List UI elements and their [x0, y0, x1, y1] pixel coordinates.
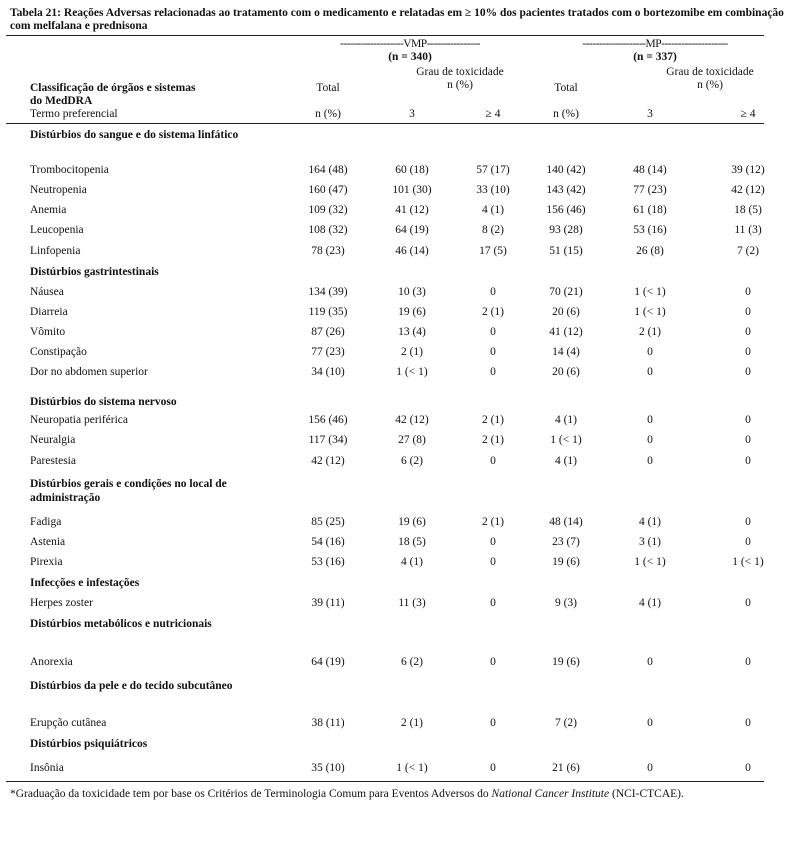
mp-grade-title: Grau de toxicidade: [666, 66, 754, 78]
row-value: 34 (10): [311, 366, 345, 378]
row-value: 8 (2): [481, 224, 505, 236]
row-term: Náusea: [30, 286, 64, 298]
row-value: 61 (18): [633, 204, 667, 216]
row-value: 1 (< 1): [550, 434, 582, 446]
row-value: 78 (23): [311, 245, 345, 257]
table-row: [0, 224, 800, 239]
table-row: [0, 346, 800, 361]
class-label: [30, 82, 195, 108]
section-title: Distúrbios gerais e condições no local de administração: [30, 478, 227, 504]
row-value: 53 (16): [311, 556, 345, 568]
vmp-grade-header: [400, 66, 520, 92]
row-term: Dor no abdomen superior: [30, 366, 148, 378]
row-value: 0: [490, 286, 496, 298]
row-value: 156 (46): [308, 414, 348, 426]
row-value: 0: [745, 306, 751, 318]
mp-grade-unit: n (%): [697, 79, 723, 91]
row-term: Diarreia: [30, 306, 68, 318]
row-value: 0: [745, 536, 751, 548]
row-value: 0: [745, 597, 751, 609]
row-term: Parestesia: [30, 455, 76, 467]
row-value: 2 (1): [400, 346, 424, 358]
row-value: 0: [745, 455, 751, 467]
row-value: 0: [490, 556, 496, 568]
table-top-rule: [6, 35, 764, 36]
row-value: 0: [647, 346, 653, 358]
row-value: 54 (16): [311, 536, 345, 548]
row-term: Neutropenia: [30, 184, 87, 196]
row-value: 1 (< 1): [634, 556, 666, 568]
table-row: [0, 455, 800, 470]
table-row: [0, 326, 800, 341]
vmp-group-label: -------------------VMP----------------: [340, 38, 480, 50]
row-value: 11 (3): [398, 597, 426, 609]
row-value: 2 (1): [481, 516, 505, 528]
row-value: 57 (17): [476, 164, 510, 176]
row-term: Insônia: [30, 762, 64, 774]
row-value: 1 (< 1): [396, 762, 428, 774]
row-value: 4 (1): [400, 556, 424, 568]
row-term: Erupção cutânea: [30, 717, 107, 729]
table-row: [0, 184, 800, 199]
row-term: Pirexia: [30, 556, 63, 568]
table-bottom-rule: [6, 781, 764, 782]
table-row: [0, 536, 800, 551]
mp-npct-header: n (%): [553, 108, 579, 120]
row-value: 101 (30): [392, 184, 432, 196]
row-value: 48 (14): [549, 516, 583, 528]
table-row: [0, 762, 800, 777]
row-term: Neuralgia: [30, 434, 76, 446]
row-term: Linfopenia: [30, 245, 81, 257]
section-title: Distúrbios metabólicos e nutricionais: [30, 618, 212, 630]
section-title: Distúrbios da pele e do tecido subcutâneo: [30, 680, 233, 692]
row-value: 0: [745, 516, 751, 528]
row-value: 93 (28): [549, 224, 583, 236]
mp-grade4-header: ≥ 4: [740, 108, 756, 120]
row-value: 64 (19): [311, 656, 345, 668]
table-row: [0, 306, 800, 321]
row-value: 46 (14): [395, 245, 429, 257]
table-row: [0, 414, 800, 429]
row-value: 33 (10): [476, 184, 510, 196]
row-value: 42 (12): [731, 184, 765, 196]
header-rule: [6, 123, 764, 124]
row-value: 2 (1): [481, 306, 505, 318]
row-value: 41 (12): [395, 204, 429, 216]
row-value: 6 (2): [400, 455, 424, 467]
row-value: 0: [745, 286, 751, 298]
row-value: 0: [490, 762, 496, 774]
section-title: Distúrbios psiquiátricos: [30, 738, 148, 750]
table-row: [0, 434, 800, 449]
row-value: 39 (11): [311, 597, 345, 609]
row-value: 7 (2): [554, 717, 578, 729]
vmp-grade4-header: ≥ 4: [485, 108, 501, 120]
row-value: 0: [490, 656, 496, 668]
row-value: 4 (1): [638, 597, 662, 609]
row-term: Leucopenia: [30, 224, 84, 236]
row-value: 0: [745, 434, 751, 446]
pref-term-label: Termo preferencial: [30, 108, 118, 120]
table-row: [0, 656, 800, 671]
row-value: 17 (5): [479, 245, 507, 257]
row-value: 0: [647, 717, 653, 729]
vmp-group-header: [300, 38, 520, 64]
row-term: Fadiga: [30, 516, 62, 528]
row-value: 20 (6): [552, 306, 580, 318]
mp-group-label: -------------------MP--------------------: [582, 38, 728, 50]
table-row: [0, 717, 800, 732]
class-label-line2: do MedDRA: [30, 95, 93, 107]
row-value: 4 (1): [481, 204, 505, 216]
vmp-grade3-header: 3: [409, 108, 415, 120]
row-value: 42 (12): [395, 414, 429, 426]
row-value: 0: [647, 434, 653, 446]
row-value: 156 (46): [546, 204, 586, 216]
row-value: 77 (23): [633, 184, 667, 196]
row-value: 0: [647, 762, 653, 774]
row-value: 11 (3): [734, 224, 762, 236]
row-value: 2 (1): [400, 717, 424, 729]
row-value: 134 (39): [308, 286, 348, 298]
row-value: 60 (18): [395, 164, 429, 176]
row-value: 0: [745, 346, 751, 358]
row-value: 2 (1): [638, 326, 662, 338]
row-term: Anorexia: [30, 656, 73, 668]
row-value: 0: [490, 455, 496, 467]
row-value: 143 (42): [546, 184, 586, 196]
row-value: 4 (1): [554, 455, 578, 467]
table-row: [0, 204, 800, 219]
table-row: [0, 556, 800, 571]
vmp-total-header: Total: [316, 82, 340, 94]
row-value: 0: [745, 326, 751, 338]
table-row: [0, 164, 800, 179]
row-value: 53 (16): [633, 224, 667, 236]
row-value: 0: [490, 536, 496, 548]
row-value: 19 (6): [398, 516, 426, 528]
table-row: [0, 286, 800, 301]
row-value: 87 (26): [311, 326, 345, 338]
row-value: 77 (23): [311, 346, 345, 358]
mp-grade-header: [650, 66, 770, 92]
row-value: 9 (3): [554, 597, 578, 609]
row-value: 39 (12): [731, 164, 765, 176]
row-value: 117 (34): [308, 434, 348, 446]
section-title: Infecções e infestações: [30, 577, 140, 589]
row-value: 6 (2): [400, 656, 424, 668]
row-value: 19 (6): [398, 306, 426, 318]
row-value: 0: [490, 717, 496, 729]
row-value: 1 (< 1): [732, 556, 764, 568]
row-value: 0: [745, 717, 751, 729]
row-value: 119 (35): [308, 306, 348, 318]
row-value: 18 (5): [734, 204, 762, 216]
row-value: 41 (12): [549, 326, 583, 338]
row-value: 51 (15): [549, 245, 583, 257]
row-value: 108 (32): [308, 224, 348, 236]
row-value: 85 (25): [311, 516, 345, 528]
row-value: 19 (6): [552, 556, 580, 568]
mp-group-header: [535, 38, 775, 64]
row-value: 0: [745, 762, 751, 774]
row-value: 0: [647, 656, 653, 668]
footnote-text: *Graduação da toxicidade tem por base os Critérios de Terminologia Comum para Eventos Adversos do: [10, 788, 492, 800]
row-term: Trombocitopenia: [30, 164, 109, 176]
row-value: 109 (32): [308, 204, 348, 216]
vmp-grade-title: Grau de toxicidade: [416, 66, 504, 78]
section-title: Distúrbios gastrintestinais: [30, 266, 159, 278]
table-caption: Tabela 21: Reações Adversas relacionadas ao tratamento com o medicamento e relatadas em ≥ 10% dos pacientes tratados com o bortezomibe em combinação com melfalana e prednisona: [10, 7, 784, 32]
row-value: 0: [647, 455, 653, 467]
table-row: [0, 597, 800, 612]
row-value: 42 (12): [311, 455, 345, 467]
row-value: 0: [490, 326, 496, 338]
row-value: 1 (< 1): [634, 306, 666, 318]
row-value: 2 (1): [481, 414, 505, 426]
row-term: Anemia: [30, 204, 67, 216]
row-value: 35 (10): [311, 762, 345, 774]
vmp-n-label: (n = 340): [388, 51, 432, 63]
row-value: 70 (21): [549, 286, 583, 298]
vmp-npct-header: n (%): [315, 108, 341, 120]
vmp-grade-unit: n (%): [447, 79, 473, 91]
row-value: 38 (11): [311, 717, 345, 729]
mp-n-label: (n = 337): [633, 51, 677, 63]
row-value: 0: [490, 366, 496, 378]
section-title: Distúrbios do sangue e do sistema linfático: [30, 129, 239, 141]
row-value: 64 (19): [395, 224, 429, 236]
row-value: 14 (4): [552, 346, 580, 358]
row-value: 3 (1): [638, 536, 662, 548]
row-value: 0: [490, 346, 496, 358]
table-row: [0, 366, 800, 381]
row-value: 26 (8): [636, 245, 664, 257]
row-term: Herpes zoster: [30, 597, 93, 609]
row-value: 4 (1): [554, 414, 578, 426]
row-value: 0: [745, 656, 751, 668]
mp-grade3-header: 3: [647, 108, 653, 120]
row-value: 21 (6): [552, 762, 580, 774]
row-value: 164 (48): [308, 164, 348, 176]
row-value: 0: [745, 414, 751, 426]
row-term: Neuropatia periférica: [30, 414, 129, 426]
row-value: 18 (5): [398, 536, 426, 548]
row-value: 0: [647, 366, 653, 378]
mp-total-header: Total: [554, 82, 578, 94]
row-value: 2 (1): [481, 434, 505, 446]
row-value: 48 (14): [633, 164, 667, 176]
table-row: [0, 516, 800, 531]
row-term: Constipação: [30, 346, 87, 358]
section-title: Distúrbios do sistema nervoso: [30, 396, 177, 408]
row-value: 13 (4): [398, 326, 426, 338]
row-value: 7 (2): [736, 245, 760, 257]
row-value: 23 (7): [552, 536, 580, 548]
row-value: 20 (6): [552, 366, 580, 378]
footnote: [10, 787, 782, 802]
footnote-institute: National Cancer Institute: [491, 788, 610, 800]
footnote-end: (NCI-CTCAE).: [609, 788, 684, 800]
table-row: [0, 245, 800, 260]
row-term: Vômito: [30, 326, 66, 338]
row-value: 27 (8): [398, 434, 426, 446]
row-value: 10 (3): [398, 286, 426, 298]
row-value: 4 (1): [638, 516, 662, 528]
row-value: 0: [490, 597, 496, 609]
row-value: 0: [745, 366, 751, 378]
row-value: 0: [647, 414, 653, 426]
row-value: 160 (47): [308, 184, 348, 196]
row-term: Astenia: [30, 536, 66, 548]
row-value: 140 (42): [546, 164, 586, 176]
row-value: 1 (< 1): [634, 286, 666, 298]
row-value: 19 (6): [552, 656, 580, 668]
row-value: 1 (< 1): [396, 366, 428, 378]
class-label-line1: Classificação de órgãos e sistemas: [30, 82, 196, 94]
